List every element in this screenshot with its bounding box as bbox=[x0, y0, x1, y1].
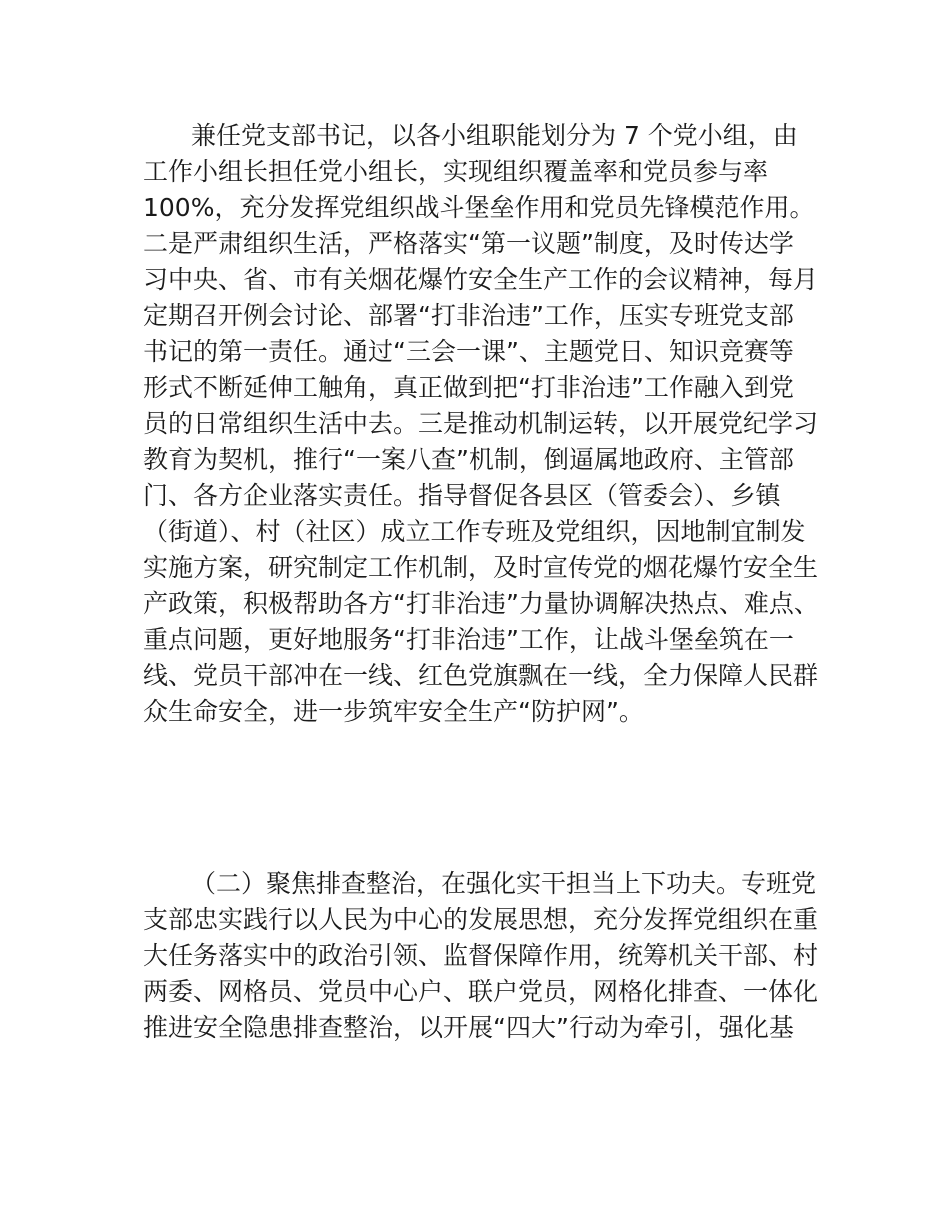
text-line: 实施方案，研究制定工作机制，及时宣传党的烟花爆竹安全生 bbox=[143, 553, 819, 582]
text-line: 推进安全隐患排查整治，以开展“四大”行动为牵引，强化基 bbox=[143, 1013, 794, 1042]
text-line: 教育为契机，推行“一案八查”机制，倒逼属地政府、主管部 bbox=[143, 445, 794, 474]
text-line: 员的日常组织生活中去。三是推动机制运转，以开展党纪学习 bbox=[143, 409, 819, 438]
text-line: 两委、网格员、党员中心户、联户党员，网格化排查、一体化 bbox=[143, 977, 819, 1006]
text-line: 书记的第一责任。通过“三会一课”、主题党日、知识竞赛等 bbox=[143, 337, 794, 366]
text-line: 线、党员干部冲在一线、红色党旗飘在一线，全力保障人民群 bbox=[143, 661, 819, 690]
text-line: 工作小组长担任党小组长，实现组织覆盖率和党员参与率 bbox=[143, 157, 769, 186]
text-line: 支部忠实践行以人民为中心的发展思想，充分发挥党组织在重 bbox=[143, 905, 819, 934]
text-line: 兼任党支部书记，以各小组职能划分为 7 个党小组，由 bbox=[191, 121, 798, 150]
text-line: 习中央、省、市有关烟花爆竹安全生产工作的会议精神，每月 bbox=[143, 265, 819, 294]
text-line: 重点问题，更好地服务“打非治违”工作，让战斗堡垒筑在一 bbox=[143, 625, 794, 654]
text-line: 二是严肃组织生活，严格落实“第一议题”制度，及时传达学 bbox=[143, 229, 794, 258]
text-line: （街道）、村（社区）成立工作专班及党组织，因地制宜制发 bbox=[143, 517, 806, 546]
text-line: 门、各方企业落实责任。指导督促各县区（管委会）、乡镇 bbox=[143, 481, 781, 510]
text-line: 100%，充分发挥党组织战斗堡垒作用和党员先锋模范作用。 bbox=[143, 193, 815, 222]
text-line: 大任务落实中的政治引领、监督保障作用，统筹机关干部、村 bbox=[143, 941, 819, 970]
paragraph-focus-inspection bbox=[143, 866, 833, 1046]
text-line: （二）聚焦排查整治，在强化实干担当上下功夫。专班党 bbox=[191, 869, 817, 898]
text-line: 定期召开例会讨论、部署“打非治违”工作，压实专班党支部 bbox=[143, 301, 794, 330]
text-line: 产政策，积极帮助各方“打非治违”力量协调解决热点、难点、 bbox=[143, 589, 819, 618]
paragraph-party-organization bbox=[143, 118, 833, 730]
text-line: 形式不断延伸工触角，真正做到把“打非治违”工作融入到党 bbox=[143, 373, 794, 402]
text-line: 众生命安全，进一步筑牢安全生产“防护网”。 bbox=[143, 697, 644, 726]
